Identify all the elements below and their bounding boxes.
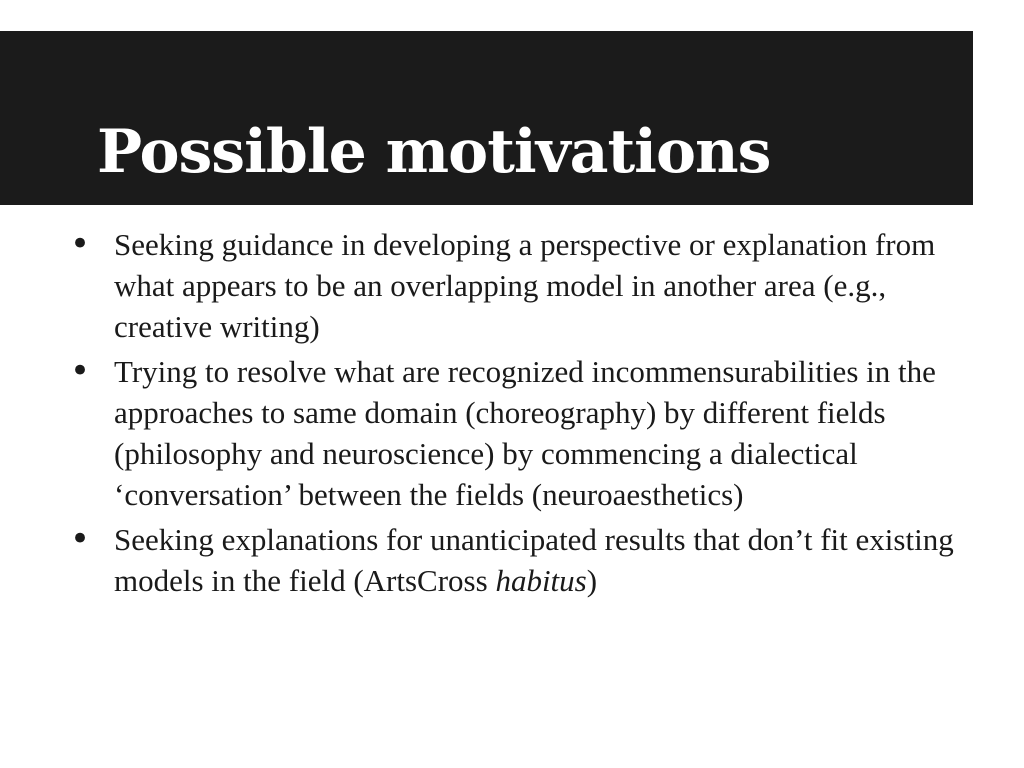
bullet-text-2: Trying to resolve what are recognized incommensurabilities in the approaches to same domain (choreography) by different fields (philosophy and neuroscience) by commencing a dialectical ‘conversation’ between the fields (neuroaesthetics) xyxy=(114,354,936,512)
bullet-text-3-italic: habitus xyxy=(495,563,587,598)
bullet-dot-icon: • xyxy=(70,519,91,559)
bullet-item-2 xyxy=(70,351,970,515)
bullet-text-3-before: Seeking explanations for unanticipated results that don’t fit existing models in the field (ArtsCross xyxy=(114,522,954,598)
bullet-item-3 xyxy=(70,519,970,601)
bullet-dot-icon: • xyxy=(70,224,91,264)
bullet-text-1: Seeking guidance in developing a perspective or explanation from what appears to be an overlapping model in another area (e.g., creative writing) xyxy=(114,227,936,344)
slide-title: Possible motivations xyxy=(97,117,771,187)
bullet-item-1 xyxy=(70,224,970,347)
bullet-list xyxy=(70,224,970,605)
bullet-text-3-after: ) xyxy=(586,563,598,598)
bullet-dot-icon: • xyxy=(70,351,91,391)
